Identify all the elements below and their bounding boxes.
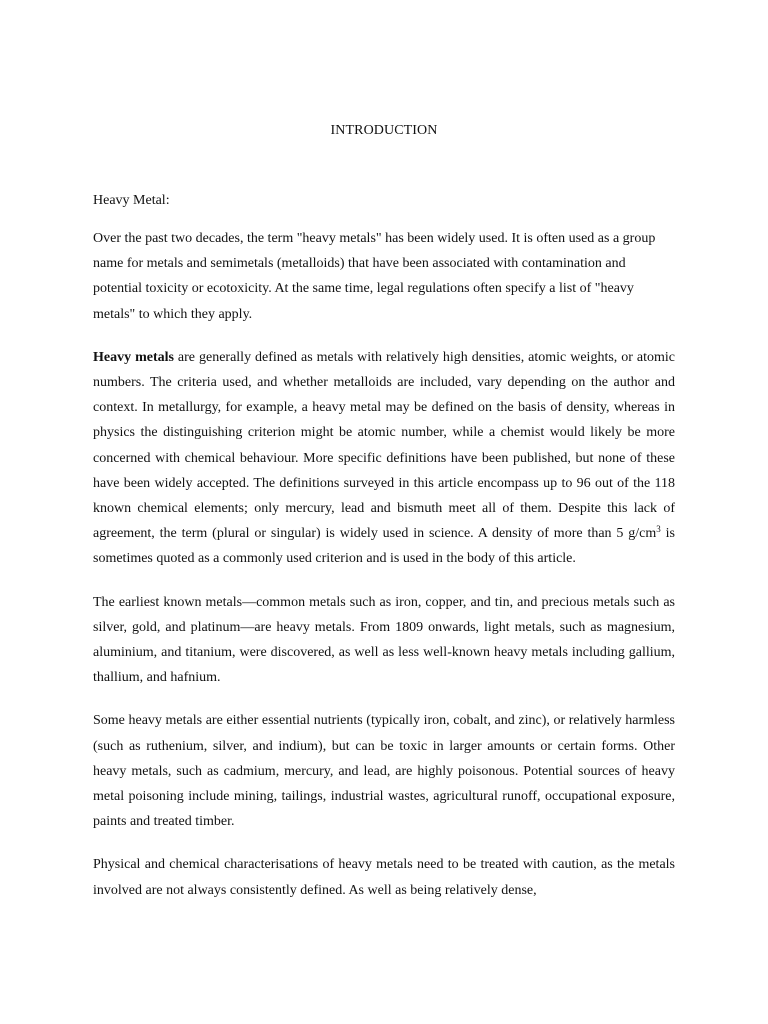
paragraph-toxicity: Some heavy metals are either essential nutrients (typically iron, cobalt, and zinc), or relatively harmless (such as ruthenium, silver, and indium), but can be toxic in larger amounts or certain forms. Other heavy metals, such as cadmium, mercury, and lead, are highly poisonous. Potential sources of heavy metal poisoning include mining, tailings, industrial wastes, agricultural runoff, occupational exposure, paints and treated timber. <box>93 713 675 830</box>
superscript-exponent: 3 <box>656 524 661 535</box>
paragraph-characterisation: Physical and chemical characterisations of heavy metals need to be treated with caution, as the metals involved are not always consistently defined. As well as being relatively dense, <box>93 857 675 898</box>
page-title: INTRODUCTION <box>330 123 438 138</box>
paragraph-definition <box>93 345 675 572</box>
paragraph-intro: Over the past two decades, the term "heavy metals" has been widely used. It is often used as a group name for metals and semimetals (metalloids) that have been associated with contamination and potential toxicity or ecotoxicity. At the same time, legal regulations often specify a list of "heavy metals" to which they apply. <box>93 231 656 322</box>
paragraph-earliest-metals: The earliest known metals—common metals such as iron, copper, and tin, and precious metals such as silver, gold, and platinum—are heavy metals. From 1809 onwards, light metals, such as magnesium, aluminium, and titanium, were discovered, as well as less well-known heavy metals including gallium, thallium, and hafnium. <box>93 594 675 686</box>
bold-term: Heavy metals <box>93 349 174 365</box>
paragraph-definition-text: are generally defined as metals with relatively high densities, atomic weights, or atomic numbers. The criteria used, and whether metalloids are included, vary depending on the author and context. In metallurgy, for example, a heavy metal may be defined on the basis of density, whereas in physics the distinguishing criterion might be atomic number, while a chemist would likely be more concerned with chemical behaviour. More specific definitions have been published, but none of these have been widely accepted. The definitions surveyed in this article encompass up to 96 out of the 118 known chemical elements; only mercury, lead and bismuth meet all of them. Despite this lack of agreement, the term (plural or singular) is widely used in science. A density of more than 5 g/cm <box>93 349 675 542</box>
paragraph-definition-text-end: is sometimes quoted as a commonly used criterion and is used in the body of this article. <box>93 526 675 567</box>
body-text <box>93 226 675 921</box>
section-heading: Heavy Metal: <box>93 193 170 208</box>
